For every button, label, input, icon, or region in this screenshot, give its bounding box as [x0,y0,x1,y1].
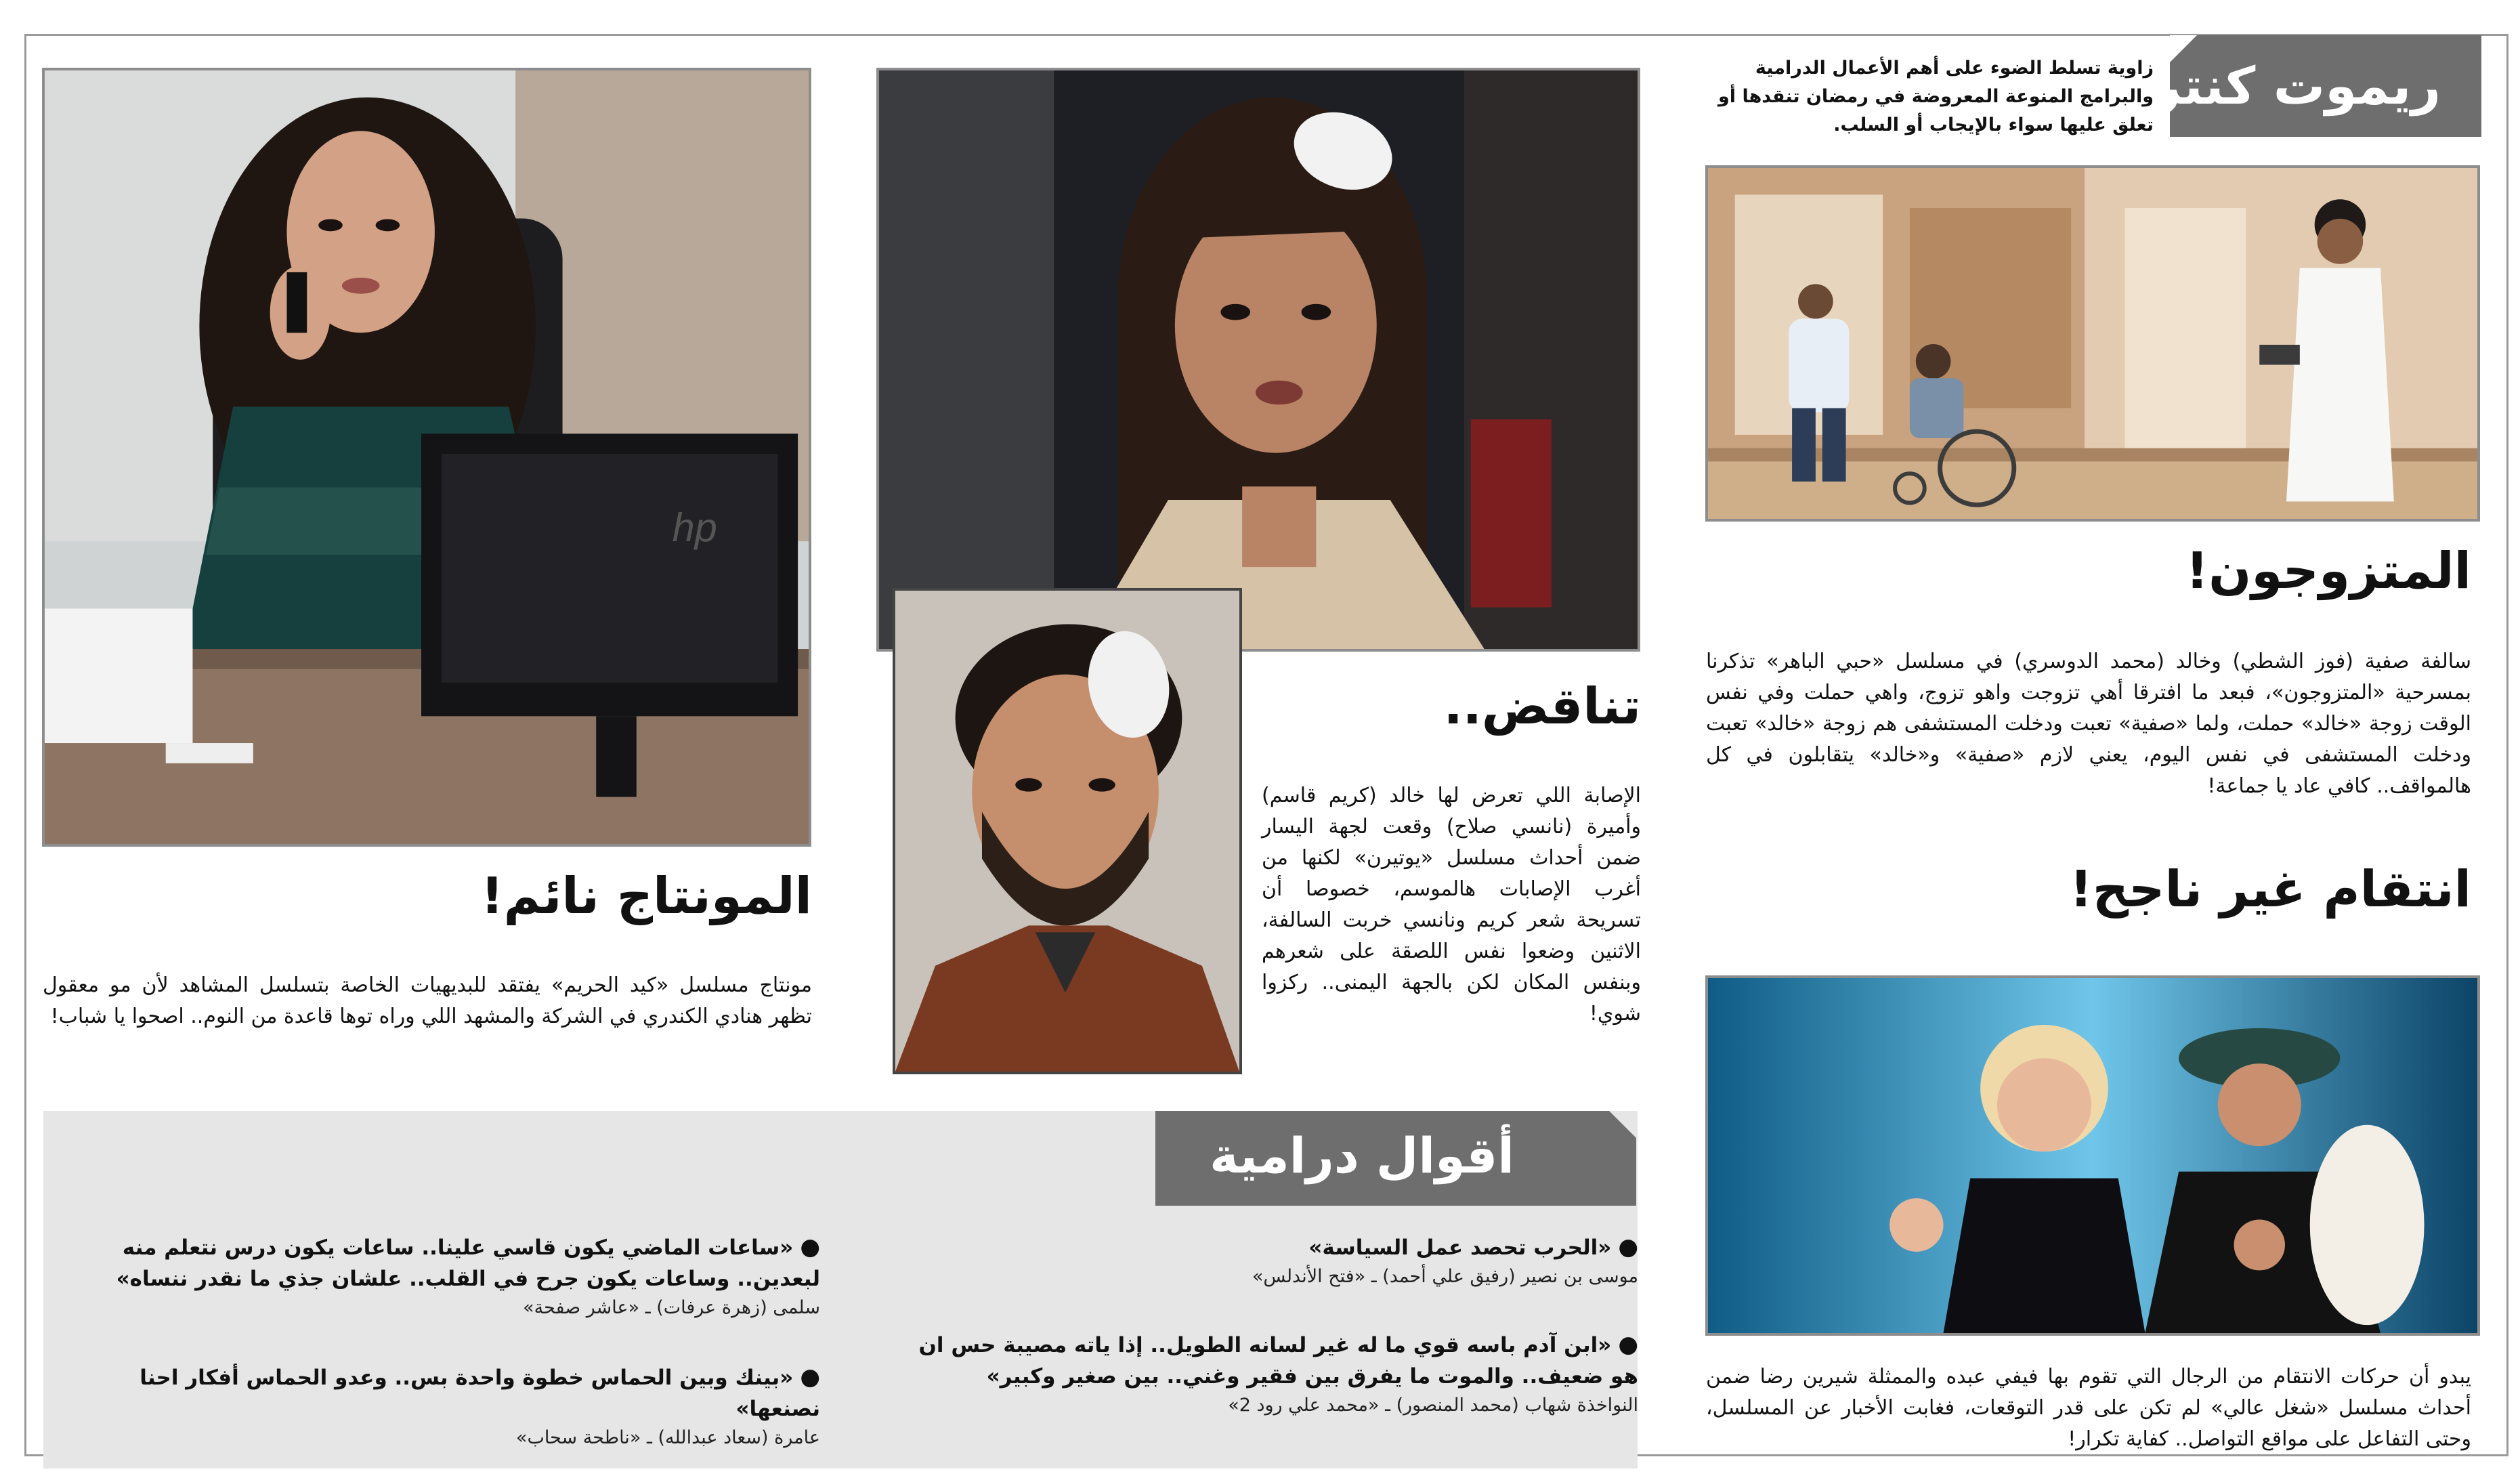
quote-item [887,1329,1638,1419]
article-body-montaj: مونتاج مسلسل «كيد الحريم» يفتقد للبديهيات الخاصة بتسلسل المشاهد لأن مو معقول تظهر هنادي الكندري في الشركة والمشهد اللي وراه توها قاعدة من النوم.. اصحوا يا شباب! [43,973,812,1028]
section-header [2074,35,2481,137]
headline-intiqam: انتقام غير ناجح! [2070,860,2471,919]
quotes-title: أقوال درامية [1210,1127,1514,1184]
quote-source: سلمى (زهرة عرفات) ـ «عاشر صفحة» [523,1297,820,1318]
article-body-intiqam: يبدو أن حركات الانتقام من الرجال التي تقوم بها فيفي عبده والممثلة شيرين رضا ضمن أحداث مسلسل «شغل عالي» لم تكن على قدر التوقعات، فغابت الأخبار عن المسلسل، وحتى التفاعل على مواقع التواصل.. كفاية تكرار! [1706,1365,2471,1451]
bullet-icon: ● [1618,1331,1638,1358]
quote-text: «بينك وبين الحماس خطوة واحدة بس.. وعدو الحماس أفكار احنا نصنعها» [140,1366,820,1421]
quote-item [82,1231,820,1322]
quote-source: النواخذة شهاب (محمد المنصور) ـ «محمد علي رود 2» [1228,1395,1638,1416]
headline-mutazawijun: المتزوجون! [2185,542,2471,600]
quote-text: «ابن آدم باسه قوي ما له غير لسانه الطويل.. إذا ياته مصيبة حس ان هو ضعيف.. والموت ما يفرق بين فقير وغني.. بين صغير وكبير» [918,1333,1638,1389]
bullet-icon: ● [1618,1233,1638,1261]
section-title: ريموت كنترول [2074,56,2441,116]
section-description: زاوية تسلط الضوء على أهم الأعمال الدرامية والبرامج المنوعة المعروضة في رمضان تنقدها أو تعلق عليها سواء بالإيجاب أو السلب. [1718,58,2154,135]
photo-woman-bandage [876,68,1640,652]
quote-text: «ساعات الماضي يكون قاسي علينا.. ساعات يكون درس نتعلم منه لبعدين.. وساعات يكون جرح في القلب.. علشان جذي ما نقدر ننساه» [116,1236,820,1291]
photo-intiqam-scene [1705,975,2480,1336]
headline-tanaqud: تناقض.. [1443,677,1641,736]
photo-hospital-scene [1705,165,2480,522]
headline-montaj: المونتاج نائم! [480,867,812,925]
photo-man-bandage [893,588,1242,1074]
quote-source: عامرة (سعاد عبدالله) ـ «ناطحة سحاب» [515,1427,820,1448]
bullet-icon: ● [800,1364,820,1391]
hp-logo: hp [672,505,717,551]
quote-source: موسى بن نصير (رفيق علي أحمد) ـ «فتح الأندلس» [1252,1266,1638,1287]
quote-item [82,1361,820,1452]
quote-text: «الحرب تحصد عمل السياسة» [1308,1236,1612,1260]
article-body-mutazawijun: سالفة صفية (فوز الشطي) وخالد (محمد الدوسري) في مسلسل «حبي الباهر» تذكرنا بمسرحية «المتزوجون»، فبعد ما افترقا أهي تزوجت واهو تزوج، واهي حملت وفي نفس الوقت زوجة «خالد» حملت، ولما «صفية» تعبت ودخلت المستشفى هم زوجة «خالد» تعبت ودخلت المستشفى في نفس اليوم، يعني لازم «صفية» و«خالد» يتقابلون في كل هالمواقف.. كافي عاد يا جماعة! [1706,650,2471,798]
article-body-tanaqud: الإصابة اللي تعرض لها خالد (كريم قاسم) وأميرة (نانسي صلاح) وقعت لجهة اليسار ضمن أحداث مسلسل «يوتيرن» لكنها من أغرب الإصابات هالموسم، خصوصا أن تسريحة شعر كريم ونانسي خربت السالفة، الاثنين وضعوا نفس اللصقة على شعرهم وبنفس المكان لكن بالجهة اليمنى.. ركزوا شوي! [1262,784,1641,1026]
bullet-icon: ● [800,1233,820,1261]
quotes-header [1155,1111,1636,1206]
photo-woman-office [42,68,811,847]
quote-item [887,1231,1638,1290]
quotes-fold-corner [1609,1111,1636,1138]
